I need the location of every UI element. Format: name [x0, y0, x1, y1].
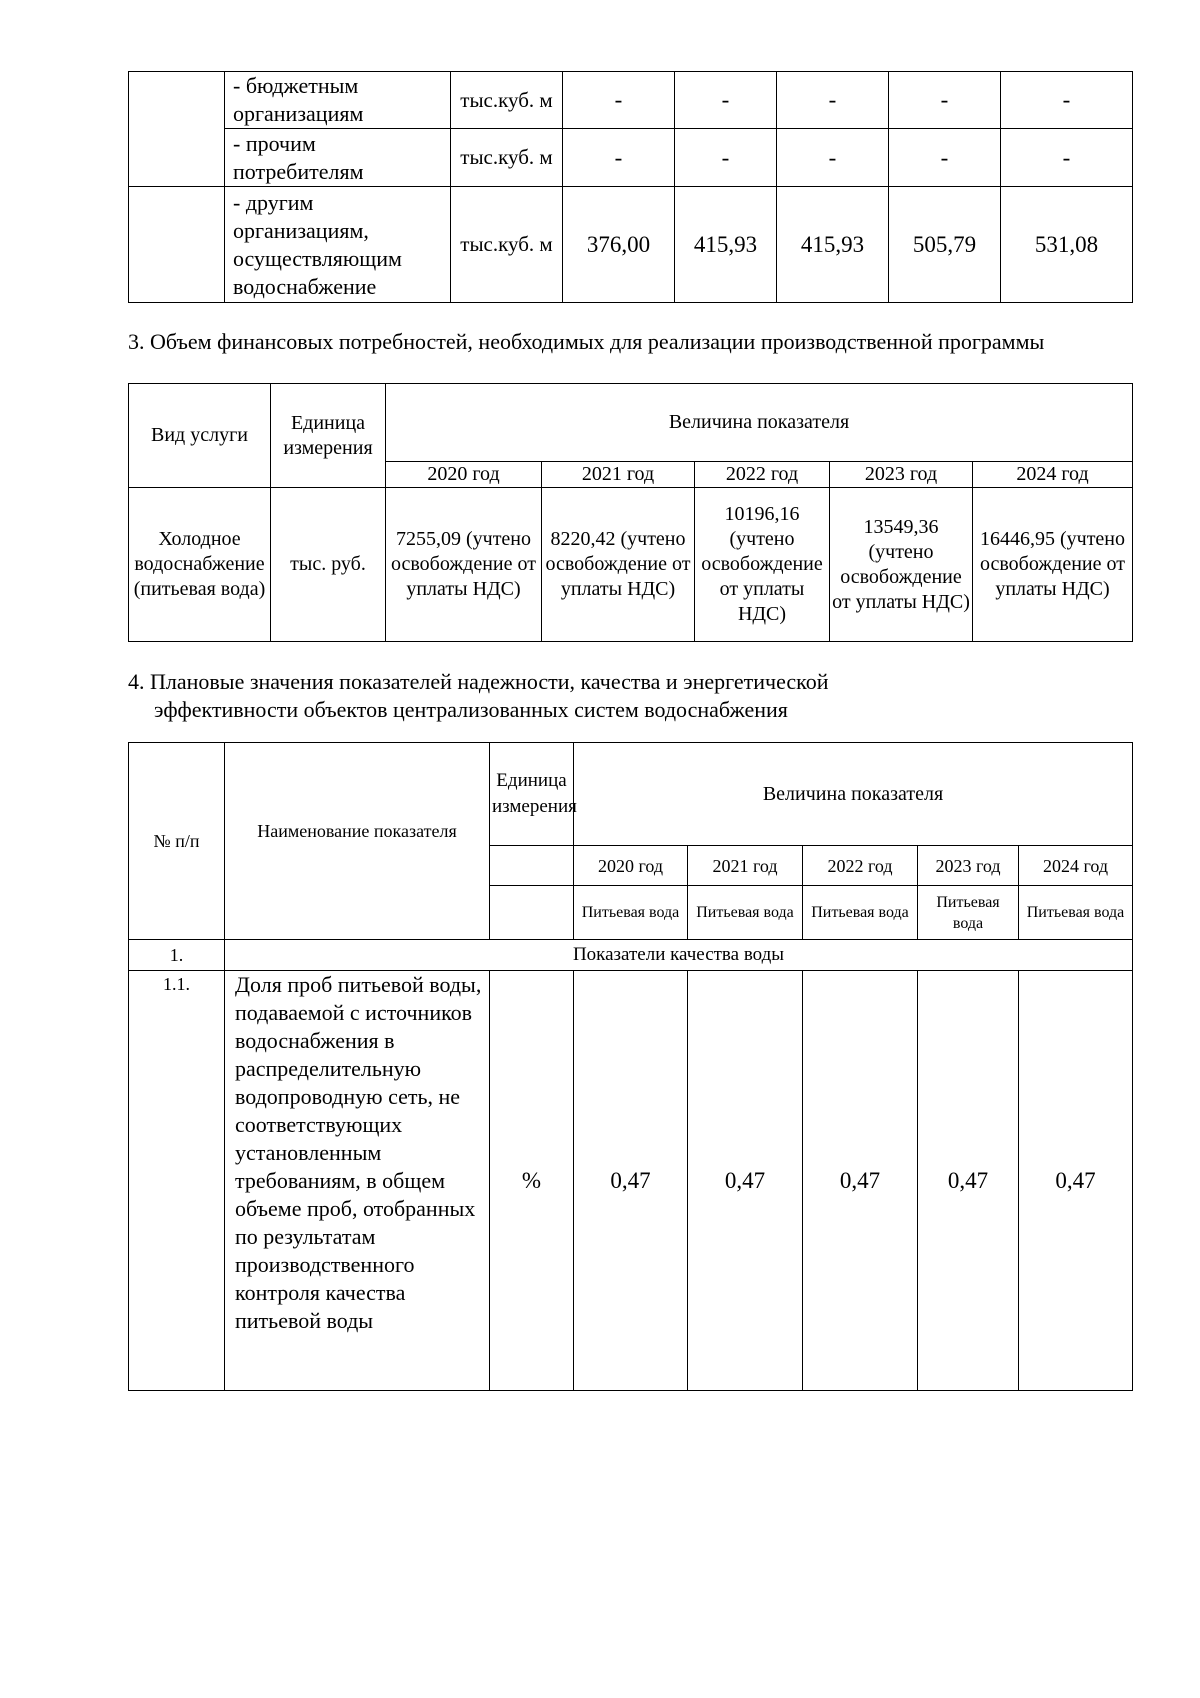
section4-heading [128, 668, 1128, 724]
year-cell: 2020 год [386, 462, 542, 488]
empty-cell [490, 886, 574, 940]
year-cell: 2023 год [918, 846, 1019, 886]
row-label: - другим организациям, осуществляющим водоснабжение [225, 187, 451, 303]
value-cell: 376,00 [563, 187, 675, 303]
value-cell: 10196,16 (учтено освобождение от уплаты НДС) [695, 488, 830, 642]
table-row [129, 129, 1133, 187]
header-value: Величина показателя [574, 743, 1133, 846]
value-cell: - [1001, 129, 1133, 187]
water-type-cell: Питьевая вода [918, 886, 1019, 940]
section4-heading-line2: эффективности объектов централизованных систем водоснабжения [154, 697, 788, 722]
value-cell: - [777, 129, 889, 187]
empty-cell [129, 187, 225, 303]
row-label: - бюджетным организациям [225, 72, 451, 129]
group-num: 1. [129, 940, 225, 971]
header-service: Вид услуги [129, 384, 271, 488]
value-cell: - [675, 72, 777, 129]
value-cell: - [563, 129, 675, 187]
value-cell: 7255,09 (учтено освобождение от уплаты НДС) [386, 488, 542, 642]
header-unit: Единица измерения [490, 743, 574, 846]
value-cell: 505,79 [889, 187, 1001, 303]
value-cell: - [889, 72, 1001, 129]
header-name: Наименование показателя [225, 743, 490, 940]
year-cell: 2022 год [695, 462, 830, 488]
empty-cell [490, 846, 574, 886]
row-label: - прочим потребителям [225, 129, 451, 187]
table-header-row [129, 384, 1133, 462]
group-title: Показатели качества воды [225, 940, 1133, 971]
value-cell: 0,47 [1019, 971, 1133, 1391]
year-cell: 2021 год [688, 846, 803, 886]
empty-cell [129, 72, 225, 187]
value-cell: - [777, 72, 889, 129]
header-value: Величина показателя [386, 384, 1133, 462]
item-num: 1.1. [129, 971, 225, 1391]
finance-table [128, 383, 1133, 642]
value-cell: 0,47 [688, 971, 803, 1391]
value-cell: 0,47 [918, 971, 1019, 1391]
unit-cell: тыс.куб. м [451, 72, 563, 129]
year-cell: 2020 год [574, 846, 688, 886]
value-cell: 16446,95 (учтено освобождение от уплаты НДС) [973, 488, 1133, 642]
consumption-table [128, 71, 1133, 303]
unit-cell: тыс.куб. м [451, 129, 563, 187]
table-header-row [129, 743, 1133, 846]
value-cell: 415,93 [777, 187, 889, 303]
group-row [129, 940, 1133, 971]
indicators-table [128, 742, 1133, 1391]
water-type-cell: Питьевая вода [803, 886, 918, 940]
table-row [129, 488, 1133, 642]
unit-cell: тыс.куб. м [451, 187, 563, 303]
year-cell: 2022 год [803, 846, 918, 886]
value-cell: 415,93 [675, 187, 777, 303]
value-cell: 531,08 [1001, 187, 1133, 303]
section4-heading-line1: 4. Плановые значения показателей надежности, качества и энергетической [128, 669, 829, 694]
year-cell: 2021 год [542, 462, 695, 488]
item-unit: % [490, 971, 574, 1391]
value-cell: 0,47 [574, 971, 688, 1391]
header-unit: Единица измерения [271, 384, 386, 488]
header-num: № п/п [129, 743, 225, 940]
table-row [129, 187, 1133, 303]
water-type-cell: Питьевая вода [574, 886, 688, 940]
value-cell: - [1001, 72, 1133, 129]
value-cell: - [889, 129, 1001, 187]
year-cell: 2024 год [1019, 846, 1133, 886]
value-cell: 0,47 [803, 971, 918, 1391]
year-cell: 2023 год [830, 462, 973, 488]
year-cell: 2024 год [973, 462, 1133, 488]
service-cell: Холодное водоснабжение (питьевая вода) [129, 488, 271, 642]
value-cell: - [675, 129, 777, 187]
table-row [129, 971, 1133, 1391]
water-type-cell: Питьевая вода [688, 886, 803, 940]
value-cell: 13549,36 (учтено освобождение от уплаты НДС) [830, 488, 973, 642]
table-row [129, 72, 1133, 129]
section3-heading: 3. Объем финансовых потребностей, необходимых для реализации производственной программы [128, 329, 1045, 354]
unit-cell: тыс. руб. [271, 488, 386, 642]
value-cell: 8220,42 (учтено освобождение от уплаты НДС) [542, 488, 695, 642]
item-name: Доля проб питьевой воды, подаваемой с источников водоснабжения в распределительную водопроводную сеть, не соответствующих установленным требованиям, в общем объеме проб, отобранных по результатам производственного контроля качества питьевой воды [225, 971, 490, 1391]
value-cell: - [563, 72, 675, 129]
water-type-cell: Питьевая вода [1019, 886, 1133, 940]
